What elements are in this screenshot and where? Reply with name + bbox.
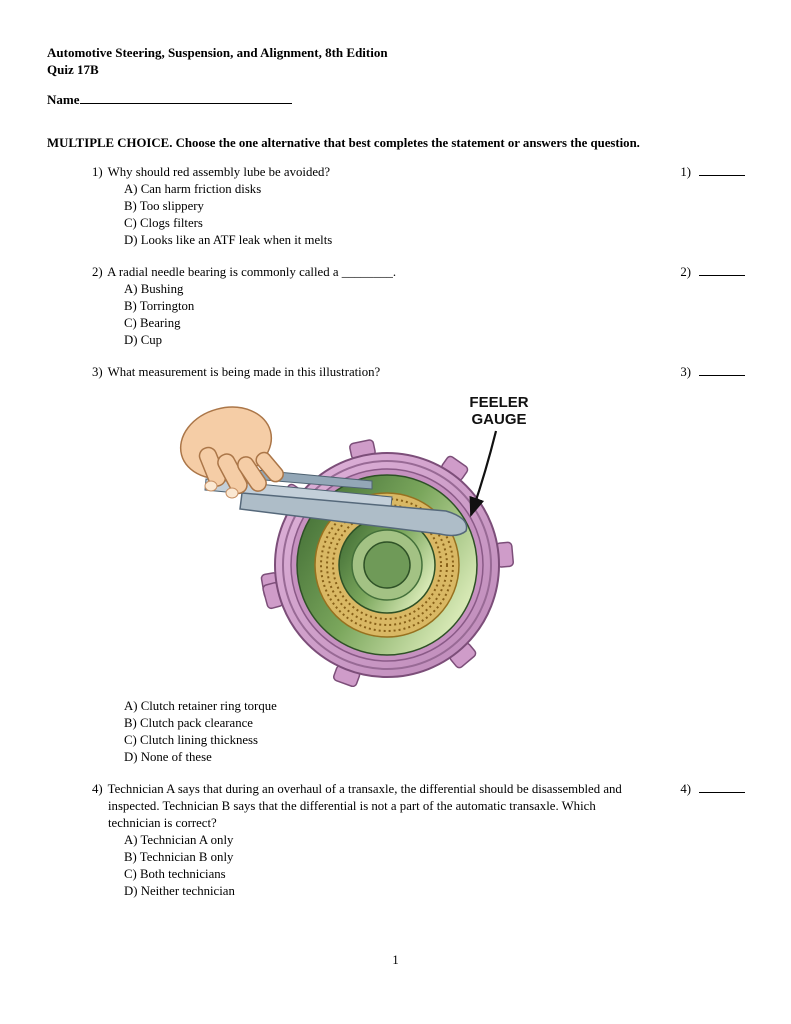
question-text: What measurement is being made in this illustration? <box>107 365 381 379</box>
answer-number: 4) <box>680 782 691 796</box>
fingernail <box>205 481 217 491</box>
question-block-2 <box>92 264 745 349</box>
instructions: MULTIPLE CHOICE. Choose the one alternative that best completes the statement or answers the question. <box>47 136 640 150</box>
choice-a: A) Clutch retainer ring torque <box>124 699 277 713</box>
answer-number: 2) <box>680 265 691 279</box>
question-number: 1) <box>92 165 103 179</box>
answer-blank <box>699 781 745 793</box>
choice-c: C) Bearing <box>124 316 181 330</box>
answer-slot <box>680 264 745 281</box>
choice-a: A) Can harm friction disks <box>124 182 262 196</box>
choices <box>124 832 745 900</box>
choice-c: C) Clutch lining thickness <box>124 733 259 747</box>
question-block-3 <box>92 364 745 766</box>
question-number: 2) <box>92 265 103 279</box>
choice-a: A) Bushing <box>124 282 184 296</box>
choice-d: D) Neither technician <box>124 884 235 898</box>
page-number: 1 <box>392 953 399 967</box>
question-prompt <box>92 164 649 181</box>
choice-b: B) Too slippery <box>124 199 204 213</box>
question-text: Why should red assembly lube be avoided? <box>107 165 331 179</box>
answer-number: 1) <box>680 165 691 179</box>
clutch-drum-figure <box>154 387 586 687</box>
choice-d: D) Cup <box>124 333 163 347</box>
name-label: Name <box>47 92 80 107</box>
answer-blank <box>699 264 745 276</box>
question-number: 3) <box>92 365 103 379</box>
feeler-gauge-callout <box>469 394 528 515</box>
name-blank <box>80 91 292 104</box>
question-prompt <box>92 264 649 281</box>
choice-a: A) Technician A only <box>124 833 234 847</box>
choice-c: C) Both technicians <box>124 867 226 881</box>
choices <box>124 281 745 349</box>
question-text: Technician A says that during an overhaul of a transaxle, the differential should be disassembled and inspected. Technician B says that the differential is not a part of the automatic transaxle. Which technician is correct? <box>107 782 622 830</box>
choice-b: B) Technician B only <box>124 850 234 864</box>
answer-blank <box>699 164 745 176</box>
question-text: A radial needle bearing is commonly called a ________. <box>107 265 397 279</box>
question-block-4 <box>92 781 745 900</box>
feeler-gauge-label-line2: GAUGE <box>471 411 527 428</box>
choice-b: B) Clutch pack clearance <box>124 716 253 730</box>
name-row <box>47 91 745 108</box>
choice-d: D) Looks like an ATF leak when it melts <box>124 233 333 247</box>
feeler-gauge-label-line1: FEELER <box>469 394 529 411</box>
answer-blank <box>699 364 745 376</box>
choice-b: B) Torrington <box>124 299 195 313</box>
fingernail <box>226 488 238 498</box>
question-block-1 <box>92 164 745 249</box>
clutch-illustration <box>154 387 586 692</box>
choice-d: D) None of these <box>124 750 212 764</box>
question-prompt <box>92 364 649 381</box>
choice-c: C) Clogs filters <box>124 216 203 230</box>
answer-slot <box>680 781 745 798</box>
choices <box>124 181 745 249</box>
questions-list <box>92 164 745 900</box>
label-arrow <box>471 431 496 515</box>
answer-slot <box>680 164 745 181</box>
answer-number: 3) <box>680 365 691 379</box>
question-prompt <box>92 781 649 832</box>
doc-title: Automotive Steering, Suspension, and Alignment, 8th Edition <box>47 45 388 60</box>
hand <box>173 397 287 498</box>
answer-slot <box>680 364 745 381</box>
choices <box>124 698 745 766</box>
quiz-number: Quiz 17B <box>47 62 99 77</box>
question-number: 4) <box>92 782 103 796</box>
